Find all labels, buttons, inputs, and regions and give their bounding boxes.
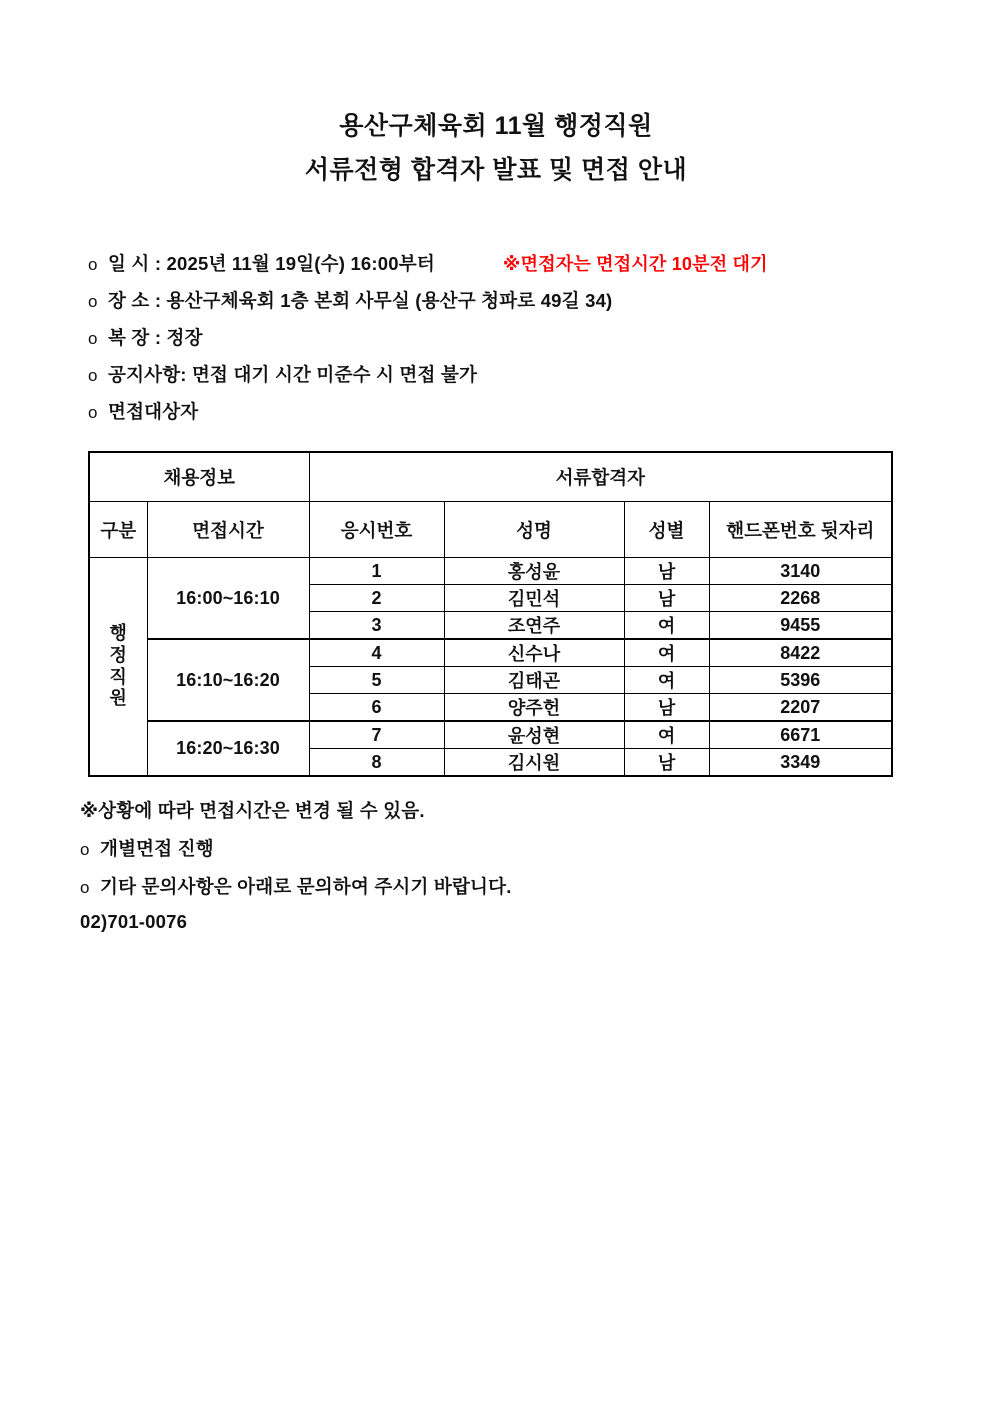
- cell-gender: 여: [624, 667, 709, 694]
- table-row: [89, 721, 892, 749]
- cell-phone-last4: 5396: [709, 667, 892, 694]
- bullet-icon: o: [80, 840, 90, 859]
- cell-name: 김시원: [444, 749, 624, 777]
- cell-phone-last4: 2268: [709, 585, 892, 612]
- cell-phone-last4: 9455: [709, 612, 892, 640]
- header-recruit-info: 채용정보: [89, 452, 309, 502]
- footer-individual-interview-text: 개별면접 진행: [100, 838, 214, 859]
- table-row: [89, 639, 892, 667]
- table-body: [89, 558, 892, 777]
- cell-name: 홍성윤: [444, 558, 624, 585]
- info-datetime-text: 일 시 : 2025년 11월 19일(수) 16:00부터: [108, 253, 435, 274]
- info-row-notice: [88, 361, 992, 398]
- footer-row-individual-interview: [80, 835, 992, 873]
- gubun-char: 원: [109, 688, 127, 709]
- cell-name: 신수나: [444, 639, 624, 667]
- cell-gender: 남: [624, 558, 709, 585]
- bullet-icon: o: [88, 366, 98, 385]
- info-row-candidates: [88, 398, 992, 435]
- cell-applicant-no: 2: [309, 585, 444, 612]
- bullet-icon: o: [80, 878, 90, 897]
- cell-gender: 여: [624, 639, 709, 667]
- cell-gubun: [89, 558, 147, 777]
- cell-gender: 여: [624, 721, 709, 749]
- cell-phone-last4: 3349: [709, 749, 892, 777]
- bullet-icon: o: [88, 403, 98, 422]
- footer-inquiry-text: 기타 문의사항은 아래로 문의하여 주시기 바랍니다.: [100, 876, 512, 897]
- bullet-icon: o: [88, 255, 98, 274]
- footer-disclaimer-row: [80, 797, 992, 835]
- footer-row-inquiry: [80, 873, 992, 911]
- info-datetime-note: ※면접자는 면접시간 10분전 대기: [502, 254, 768, 274]
- gubun-char: 정: [109, 644, 127, 665]
- cell-gender: 남: [624, 749, 709, 777]
- cell-interview-time: 16:00~16:10: [147, 558, 309, 640]
- cell-gender: 남: [624, 585, 709, 612]
- gubun-char: 행: [109, 622, 127, 643]
- candidates-table: [88, 451, 893, 777]
- info-location-text: 장 소 : 용산구체육회 1층 본회 사무실 (용산구 청파로 49길 34): [108, 290, 613, 311]
- column-header-name: 성명: [444, 502, 624, 558]
- table-head: [89, 452, 892, 558]
- table-row: [89, 558, 892, 585]
- cell-interview-time: 16:20~16:30: [147, 721, 309, 776]
- gubun-char: 직: [109, 666, 127, 687]
- info-list: [0, 250, 992, 435]
- info-notice-text: 공지사항: 면접 대기 시간 미준수 시 면접 불가: [108, 364, 478, 385]
- cell-applicant-no: 8: [309, 749, 444, 777]
- info-row-datetime: [88, 250, 992, 287]
- cell-applicant-no: 5: [309, 667, 444, 694]
- cell-name: 양주헌: [444, 694, 624, 722]
- cell-gender: 여: [624, 612, 709, 640]
- footer-notes: [0, 797, 992, 947]
- cell-applicant-no: 6: [309, 694, 444, 722]
- column-header-applicant-no: 응시번호: [309, 502, 444, 558]
- cell-phone-last4: 6671: [709, 721, 892, 749]
- info-row-dresscode: [88, 324, 992, 361]
- column-header-gubun: 구분: [89, 502, 147, 558]
- bullet-icon: o: [88, 292, 98, 311]
- info-dresscode-text: 복 장 : 정장: [108, 327, 203, 348]
- header-document-passers: 서류합격자: [309, 452, 892, 502]
- cell-phone-last4: 3140: [709, 558, 892, 585]
- bullet-icon: o: [88, 329, 98, 348]
- title-line-2: 서류전형 합격자 발표 및 면접 안내: [304, 156, 688, 184]
- page-title: [0, 0, 992, 192]
- table-column-header-row: [89, 502, 892, 558]
- column-header-interview-time: 면접시간: [147, 502, 309, 558]
- column-header-phone-last4: 핸드폰번호 뒷자리: [709, 502, 892, 558]
- cell-gender: 남: [624, 694, 709, 722]
- column-header-gender: 성별: [624, 502, 709, 558]
- cell-applicant-no: 1: [309, 558, 444, 585]
- cell-name: 조연주: [444, 612, 624, 640]
- info-candidates-text: 면접대상자: [108, 401, 199, 422]
- cell-phone-last4: 8422: [709, 639, 892, 667]
- cell-name: 김민석: [444, 585, 624, 612]
- candidates-table-wrap: [0, 451, 992, 777]
- footer-row-phone: [80, 911, 992, 947]
- cell-applicant-no: 4: [309, 639, 444, 667]
- cell-interview-time: 16:10~16:20: [147, 639, 309, 721]
- cell-name: 김태곤: [444, 667, 624, 694]
- cell-phone-last4: 2207: [709, 694, 892, 722]
- cell-applicant-no: 3: [309, 612, 444, 640]
- info-row-location: [88, 287, 992, 324]
- cell-applicant-no: 7: [309, 721, 444, 749]
- cell-name: 윤성현: [444, 721, 624, 749]
- contact-phone-number: 02)701-0076: [80, 911, 188, 932]
- table-group-header-row: [89, 452, 892, 502]
- title-line-1: 용산구체육회 11월 행정직원: [339, 112, 653, 140]
- footer-disclaimer-text: ※상황에 따라 면접시간은 변경 될 수 있음.: [80, 800, 425, 821]
